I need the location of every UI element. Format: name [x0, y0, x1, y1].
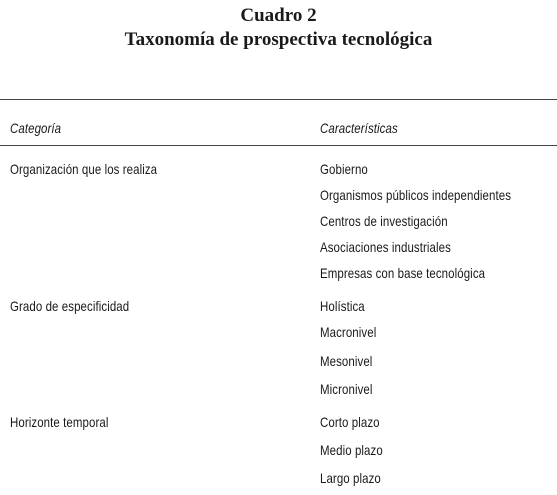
row-characteristic: Gobierno	[320, 161, 368, 177]
row-characteristic: Macronivel	[320, 324, 377, 340]
table-number: Cuadro 2	[240, 5, 317, 26]
table-title: Taxonomía de prospectiva tecnológica	[124, 29, 433, 50]
column-header-category: Categoría	[10, 120, 62, 136]
row-characteristic: Largo plazo	[320, 470, 381, 486]
header-rule	[0, 145, 557, 146]
row-category: Horizonte temporal	[10, 414, 109, 430]
column-header-characteristics: Características	[320, 120, 398, 136]
row-characteristic: Mesonivel	[320, 353, 373, 369]
row-characteristic: Corto plazo	[320, 414, 380, 430]
row-category: Organización que los realiza	[10, 161, 158, 177]
row-characteristic: Empresas con base tecnológica	[320, 265, 486, 281]
row-characteristic: Medio plazo	[320, 442, 383, 458]
row-characteristic: Holística	[320, 298, 365, 314]
row-category: Grado de especificidad	[10, 298, 130, 314]
table-top-rule	[0, 99, 557, 100]
row-characteristic: Asociaciones industriales	[320, 239, 451, 255]
row-characteristic: Micronivel	[320, 381, 373, 397]
row-characteristic: Centros de investigación	[320, 213, 448, 229]
row-characteristic: Organismos públicos independientes	[320, 187, 512, 203]
